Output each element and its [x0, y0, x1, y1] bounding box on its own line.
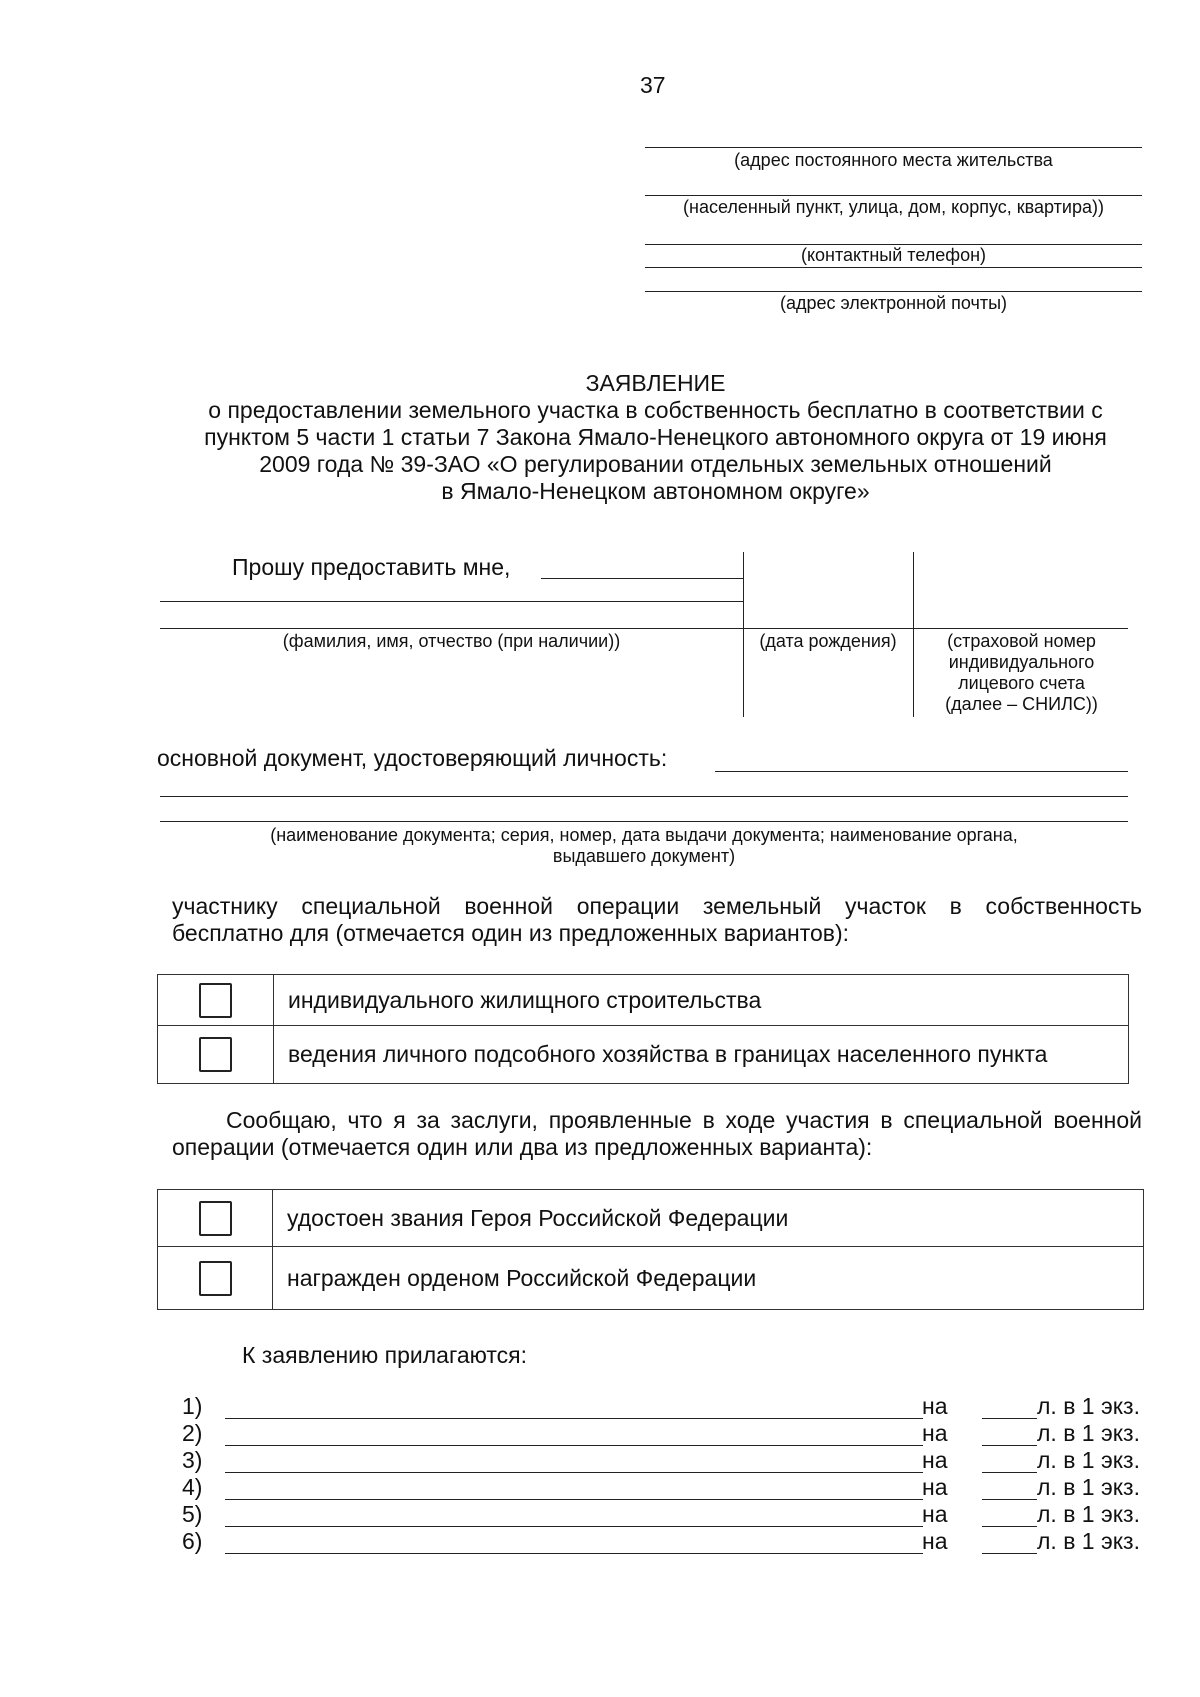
attachment-copies-text: л. в 1 экз. — [1037, 1420, 1140, 1446]
attachment-name-line[interactable] — [225, 1553, 923, 1554]
identity-line-3[interactable] — [160, 821, 1128, 822]
attachment-pages-line[interactable] — [982, 1445, 1037, 1446]
attachment-on-word: на — [922, 1501, 948, 1527]
attachment-on-word: на — [922, 1393, 948, 1419]
attachment-row — [0, 1447, 1200, 1474]
attachment-on-word: на — [922, 1420, 948, 1446]
attachment-copies-text: л. в 1 экз. — [1037, 1393, 1140, 1419]
email-caption: (адрес электронной почты) — [779, 293, 1008, 313]
purpose-option-row — [158, 1026, 1129, 1084]
attachment-name-line[interactable] — [225, 1472, 923, 1473]
option-label-individual-housing: индивидуального жилищного строительства — [274, 975, 1129, 1026]
attachment-on-word: на — [922, 1528, 948, 1554]
purpose-text — [172, 893, 1142, 947]
locality-caption: (населенный пункт, улица, дом, корпус, квартира)) — [683, 197, 1104, 217]
attachment-copies-text: л. в 1 экз. — [1037, 1501, 1140, 1527]
email-line[interactable] — [645, 291, 1142, 292]
request-row-divider — [160, 628, 1128, 629]
purpose-options-table — [157, 974, 1129, 1084]
attachment-name-line[interactable] — [225, 1418, 923, 1419]
attachment-row — [0, 1501, 1200, 1528]
attachments-heading: К заявлению прилагаются: — [242, 1342, 528, 1368]
title-line-1: о предоставлении земельного участка в собственность бесплатно в соответствии с — [208, 397, 1103, 423]
title-line-2: пунктом 5 части 1 статьи 7 Закона Ямало-Ненецкого автономного округа от 19 июня — [204, 424, 1107, 450]
page-number: 37 — [640, 72, 666, 98]
document-title — [100, 370, 1200, 505]
request-intro-line[interactable] — [541, 578, 743, 579]
address-caption: (адрес постоянного места жительства — [734, 150, 1053, 170]
identity-label: основной документ, удостоверяющий личность: — [157, 745, 668, 771]
attachment-name-line[interactable] — [225, 1445, 923, 1446]
attachment-pages-line[interactable] — [982, 1526, 1037, 1527]
phone-underline — [645, 267, 1142, 268]
identity-caption: (наименование документа; серия, номер, дата выдачи документа; наименование органа, выдавшего документ) — [270, 825, 1018, 866]
identity-line-1[interactable] — [715, 771, 1128, 772]
purpose-option-row — [158, 975, 1129, 1026]
checkbox-subsidiary-farming[interactable] — [199, 1037, 232, 1072]
locality-line[interactable] — [645, 195, 1142, 196]
identity-line-2[interactable] — [160, 796, 1128, 797]
merit-line-1: Сообщаю, что я за заслуги, проявленные в ходе участия в специальной военной — [226, 1107, 1142, 1133]
dob-caption: (дата рождения) — [759, 631, 897, 651]
request-intro: Прошу предоставить мне, — [232, 554, 511, 580]
snils-column-divider — [913, 552, 914, 717]
checkbox-individual-housing[interactable] — [199, 983, 232, 1018]
merit-line-2: операции (отмечается один или два из предложенных варианта): — [172, 1134, 873, 1160]
option-label-hero-title: удостоен звания Героя Российской Федерации — [273, 1190, 1144, 1247]
attachment-number: 2) — [182, 1420, 203, 1446]
attachment-row — [0, 1420, 1200, 1447]
snils-caption: (страховой номер индивидуального лицевого счета (далее – СНИЛС)) — [945, 631, 1098, 714]
merit-option-row — [158, 1190, 1144, 1247]
attachment-copies-text: л. в 1 экз. — [1037, 1474, 1140, 1500]
attachment-number: 5) — [182, 1501, 203, 1527]
attachment-pages-line[interactable] — [982, 1553, 1037, 1554]
merit-options-table — [157, 1189, 1144, 1310]
attachment-copies-text: л. в 1 экз. — [1037, 1447, 1140, 1473]
attachment-pages-line[interactable] — [982, 1499, 1037, 1500]
attachment-pages-line[interactable] — [982, 1472, 1037, 1473]
option-label-subsidiary-farming: ведения личного подсобного хозяйства в границах населенного пункта — [274, 1026, 1129, 1084]
purpose-line-2: бесплатно для (отмечается один из предложенных вариантов): — [172, 920, 850, 946]
option-label-order-award: награжден орденом Российской Федерации — [273, 1247, 1144, 1310]
attachment-name-line[interactable] — [225, 1526, 923, 1527]
phone-caption: (контактный телефон) — [800, 245, 987, 265]
merit-option-row — [158, 1247, 1144, 1310]
attachment-name-line[interactable] — [225, 1499, 923, 1500]
attachment-row — [0, 1528, 1200, 1555]
attachment-row — [0, 1474, 1200, 1501]
dob-column-divider — [743, 552, 744, 717]
attachment-pages-line[interactable] — [982, 1418, 1037, 1419]
attachment-copies-text: л. в 1 экз. — [1037, 1528, 1140, 1554]
address-line[interactable] — [645, 147, 1142, 148]
title-line-3: 2009 года № 39-ЗАО «О регулировании отдельных земельных отношений — [259, 451, 1052, 477]
attachment-on-word: на — [922, 1447, 948, 1473]
purpose-line-1: участнику специальной военной операции земельный участок в собственность — [172, 893, 1142, 919]
title-heading: ЗАЯВЛЕНИЕ — [585, 370, 726, 396]
merit-text — [172, 1107, 1142, 1161]
checkbox-order-award[interactable] — [199, 1261, 232, 1296]
attachment-on-word: на — [922, 1474, 948, 1500]
checkbox-hero-title[interactable] — [199, 1201, 232, 1236]
fio-caption: (фамилия, имя, отчество (при наличии)) — [282, 631, 621, 651]
title-line-4: в Ямало-Ненецком автономном округе» — [441, 478, 870, 504]
fio-line[interactable] — [160, 601, 743, 602]
attachment-number: 4) — [182, 1474, 203, 1500]
attachment-number: 3) — [182, 1447, 203, 1473]
attachment-row — [0, 1393, 1200, 1420]
attachment-number: 6) — [182, 1528, 203, 1554]
attachment-number: 1) — [182, 1393, 203, 1419]
